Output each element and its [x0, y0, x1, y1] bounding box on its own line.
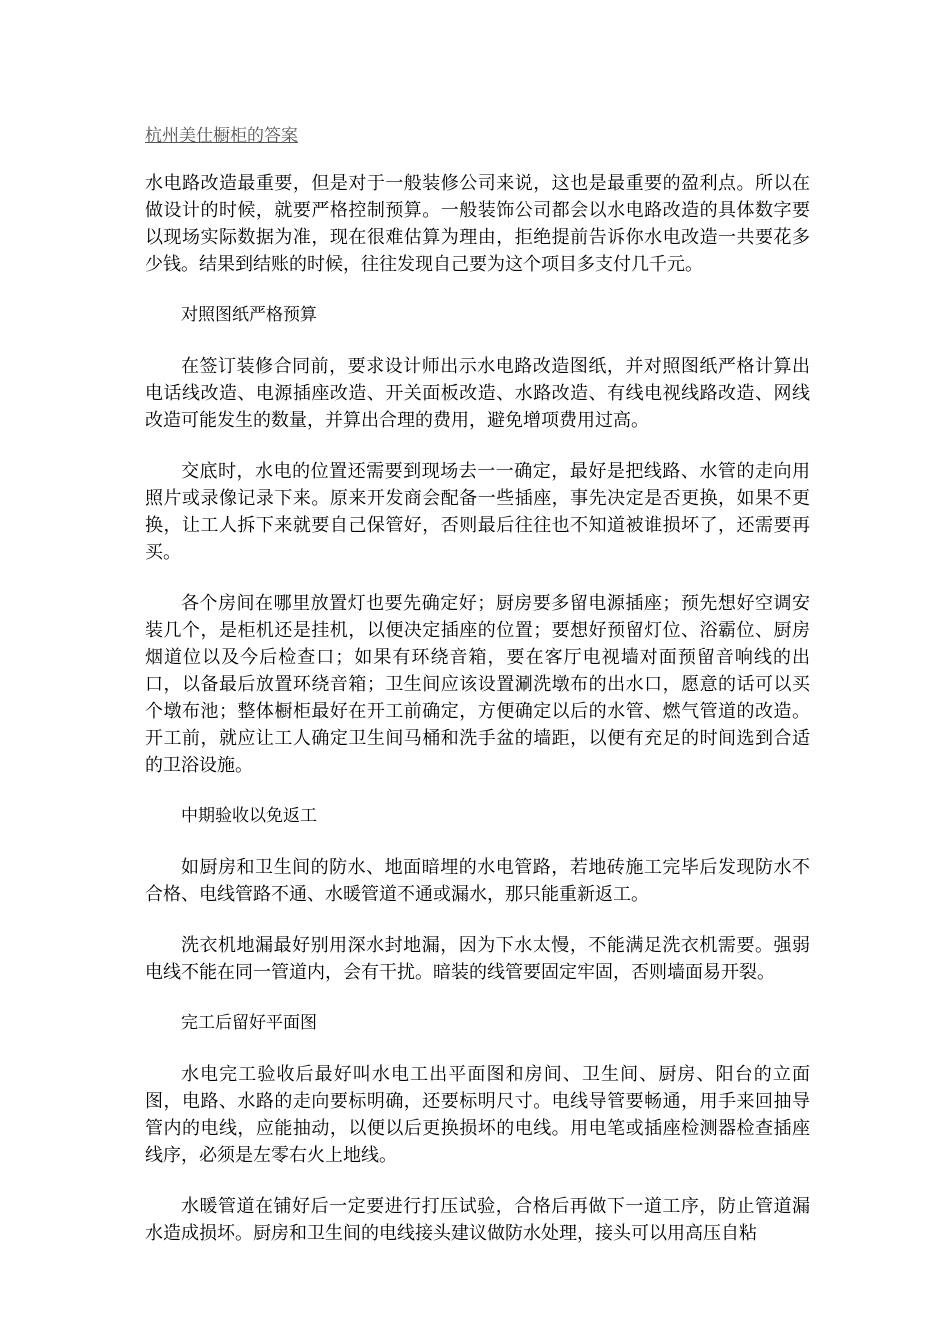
paragraph-completion-pressure: 水暖管道在铺好后一定要进行打压试验，合格后再做下一道工序，防止管道漏水造成损坏。厨房和卫生间的电线接头建议做防水处理，接头可以用高压自粘	[145, 1196, 810, 1244]
section-heading-midterm: 中期验收以免返工	[181, 806, 317, 826]
paragraph-midterm-waterproof: 如厨房和卫生间的防水、地面暗埋的水电管路，若地砖施工完毕后发现防水不合格、电线管路不通、水暖管道不通或漏水，那只能重新返工。	[145, 857, 810, 905]
section-heading-budget: 对照图纸严格预算	[181, 305, 317, 325]
paragraph-completion-plan: 水电完工验收后最好叫水电工出平面图和房间、卫生间、厨房、阳台的立面图，电路、水路的走向要标明确，还要标明尺寸。电线导管要畅通，用手来回抽导管内的电线，应能抽动，以便以后更换损坏的电线。用电笔或插座检测器检查插座线序，必须是左零右火上地线。	[145, 1064, 810, 1166]
document-page	[145, 122, 810, 1271]
document-title-link[interactable]: 杭州美仕橱柜的答案	[145, 126, 298, 146]
paragraph-budget-contract: 在签订装修合同前，要求设计师出示水电路改造图纸，并对照图纸严格计算出电话线改造、电源插座改造、开关面板改造、水路改造、有线电视线路改造、网线改造可能发生的数量，并算出合理的费用，避免增项费用过高。	[145, 356, 810, 431]
section-heading-completion: 完工后留好平面图	[181, 1013, 317, 1033]
paragraph-intro: 水电路改造最重要，但是对于一般装修公司来说，这也是最重要的盈利点。所以在做设计的时候，就要严格控制预算。一般装饰公司都会以水电路改造的具体数字要以现场实际数据为准，现在很难估算为理由，拒绝提前告诉你水电改造一共要花多少钱。结果到结账的时候，往往发现自己要为这个项目多支付几千元。	[145, 173, 810, 275]
paragraph-budget-rooms: 各个房间在哪里放置灯也要先确定好；厨房要多留电源插座；预先想好空调安装几个，是柜机还是挂机，以便决定插座的位置；要想好预留灯位、浴霸位、厨房烟道位以及今后检查口；如果有环绕音箱，要在客厅电视墙对面预留音响线的出口，以备最后放置环绕音箱；卫生间应该设置涮洗墩布的出水口，愿意的话可以买个墩布池；整体橱柜最好在开工前确定，方便确定以后的水管、燃气管道的改造。开工前，就应让工人确定卫生间马桶和洗手盆的墙距，以便有充足的时间选到合适的卫浴设施。	[145, 593, 810, 776]
paragraph-midterm-drain: 洗衣机地漏最好别用深水封地漏，因为下水太慢，不能满足洗衣机需要。强弱电线不能在同一管道内，会有干扰。暗装的线管要固定牢固，否则墙面易开裂。	[145, 935, 810, 983]
paragraph-budget-onsite: 交底时，水电的位置还需要到现场去一一确定，最好是把线路、水管的走向用照片或录像记录下来。原来开发商会配备一些插座，事先决定是否更换，如果不更换，让工人拆下来就要自己保管好，否则最后往往也不知道被谁损坏了，还需要再买。	[145, 461, 810, 563]
